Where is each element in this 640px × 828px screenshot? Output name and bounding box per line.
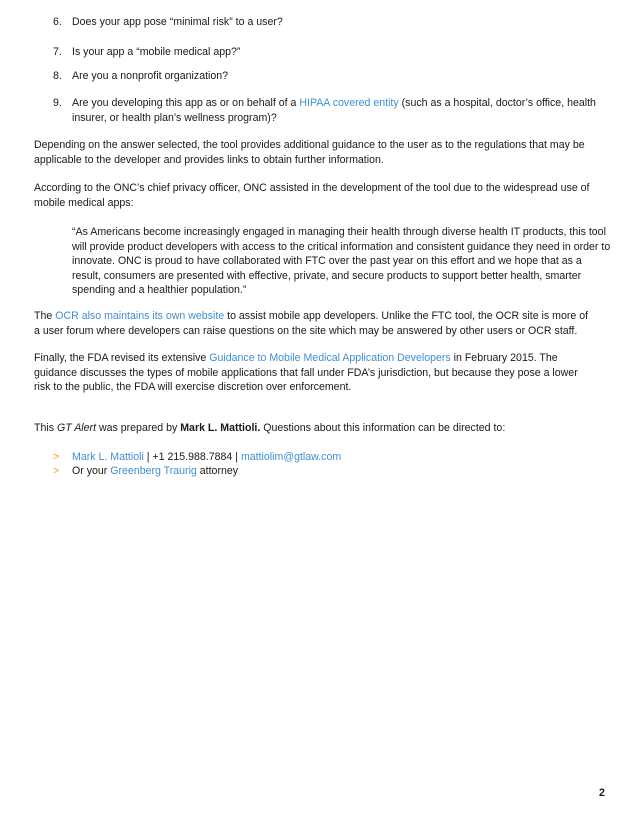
ocr-website-link[interactable]: OCR also maintains its own website	[55, 310, 225, 322]
ocr-paragraph: The OCR also maintains its own website to assist mobile app developers. Unlike the FTC tool, the OCR site is more of a user forum where developers can raise questions on the site which may be answered by other users or OCR staff.	[34, 310, 589, 337]
page-number: 2	[599, 787, 605, 799]
phone-number: | +1 215.988.7884 |	[143, 451, 241, 463]
fda-paragraph: Finally, the FDA revised its extensive Guidance to Mobile Medical Application Developers in February 2015. The guidance discusses the types of mobile applications that fall under FDA’s jurisdiction, but because they pose a lower risk to the public, the FDA will exercise discretion over enforcement.	[34, 352, 578, 394]
question-number: 9.	[53, 97, 62, 109]
onc-paragraph: According to the ONC’s chief privacy officer, ONC assisted in the development of the tool due to the widespread use of mobile medical apps:	[34, 182, 590, 209]
gt-alert-title: GT Alert	[56, 422, 97, 434]
question-text: Are you developing this app as or on behalf of a HIPAA covered entity (such as a hospital, doctor’s office, health insurer, or health plan’s wellness program)?	[72, 97, 596, 124]
question-number: 6.	[53, 16, 62, 28]
greenberg-traurig-link[interactable]: Greenberg Traurig	[110, 465, 197, 477]
question-text: Are you a nonprofit organization?	[72, 70, 229, 82]
chevron-right-icon: >	[53, 451, 60, 463]
onc-quote: “As Americans become increasingly engaged in managing their health through diverse health IT products, this tool will provide product developers with access to the critical information and consistent guidance they need in order to innovate. ONC is proud to have collaborated with FTC over the past year on this effort and we hope that as a result, consumers are presented with effective, private, and secure products to support better health, smarter spending and a healthier population.”	[72, 226, 611, 297]
fda-guidance-link[interactable]: Guidance to Mobile Medical Application Developers	[209, 352, 451, 364]
question-text: Is your app a “mobile medical app?”	[72, 46, 241, 58]
email-link[interactable]: mattiolim@gtlaw.com	[240, 451, 342, 463]
chevron-right-icon: >	[53, 465, 60, 477]
author-profile-link[interactable]: Mark L. Mattioli	[72, 451, 144, 463]
question-text: Does your app pose “minimal risk” to a user?	[72, 16, 283, 28]
author-name: Mark L. Mattioli.	[180, 422, 261, 434]
question-number: 7.	[53, 46, 62, 58]
hipaa-covered-entity-link[interactable]: HIPAA covered entity	[299, 97, 399, 109]
guidance-paragraph: Depending on the answer selected, the tool provides additional guidance to the user as to the regulations that may be applicable to the developer and provides links to obtain further information.	[34, 139, 585, 166]
question-number: 8.	[53, 70, 62, 82]
prepared-by-paragraph: This GT Alert was prepared by Mark L. Mattioli. Questions about this information can be directed to:	[34, 422, 506, 434]
